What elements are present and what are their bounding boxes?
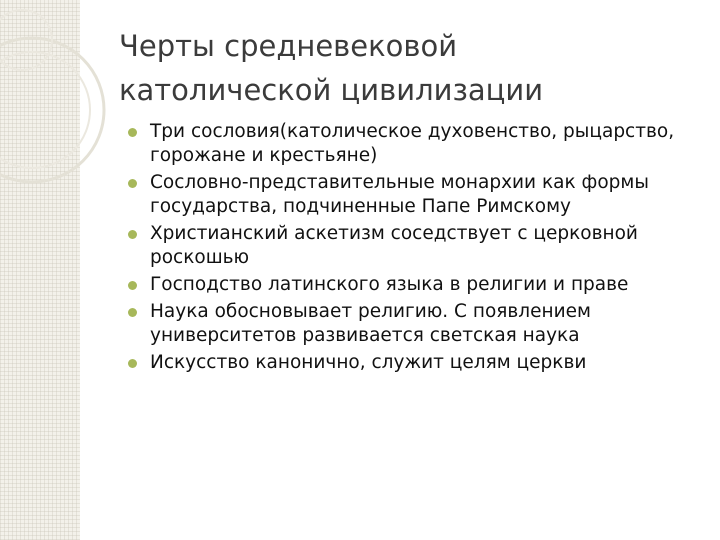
- slide-title: [119, 24, 699, 112]
- title-line-2: католической цивилизации: [119, 73, 544, 107]
- bullet-item: [126, 351, 696, 375]
- bullet-text: Три сословия(католическое духовенство, рыцарство, горожане и крестьяне): [150, 121, 675, 166]
- side-texture-panel: [0, 0, 80, 540]
- bullet-dot-icon: [128, 281, 137, 290]
- bullet-dot-icon: [128, 308, 137, 317]
- bullet-text: Христианский аскетизм соседствует с церковной роскошью: [150, 223, 638, 268]
- bullet-text: Господство латинского языка в религии и праве: [150, 274, 629, 295]
- bullet-item: [126, 171, 696, 219]
- bullet-item: [126, 222, 696, 270]
- bullet-item: [126, 273, 696, 297]
- bullet-text: Сословно-представительные монархии как формы государства, подчиненные Папе Римскому: [150, 172, 649, 217]
- bullet-list: [126, 120, 696, 378]
- bullet-text: Наука обосновывает религию. С появлением университетов развивается светская наука: [150, 301, 591, 346]
- bullet-text: Искусство канонично, служит целям церкви: [150, 352, 587, 373]
- bullet-dot-icon: [128, 128, 137, 137]
- title-line-1: Черты средневековой: [119, 29, 458, 63]
- bullet-dot-icon: [128, 179, 137, 188]
- bullet-dot-icon: [128, 359, 137, 368]
- bullet-item: [126, 120, 696, 168]
- bullet-dot-icon: [128, 230, 137, 239]
- bullet-item: [126, 300, 696, 348]
